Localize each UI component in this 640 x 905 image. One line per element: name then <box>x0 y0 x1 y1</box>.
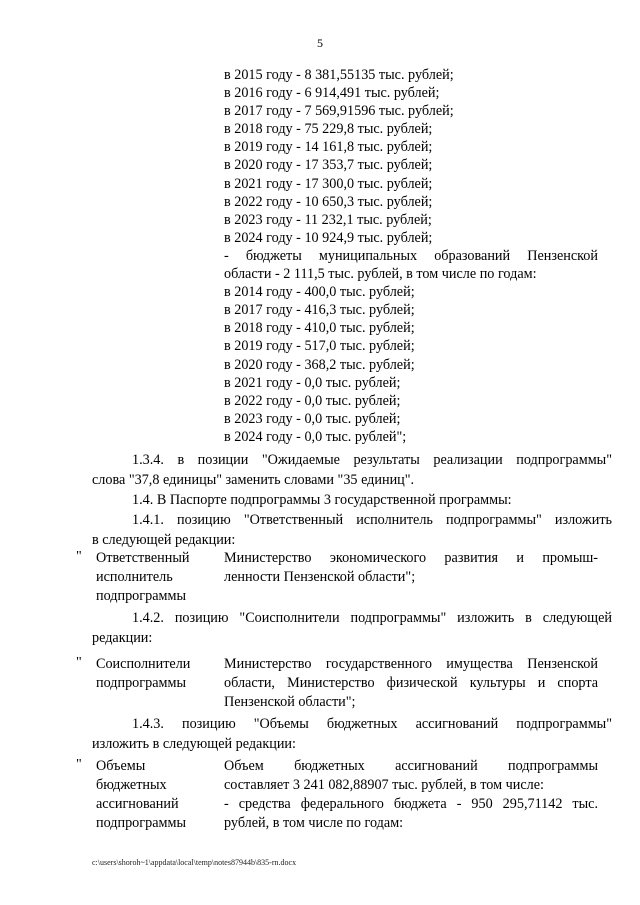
value-line: Министерство государственного имущества Пензенской <box>224 656 598 672</box>
label-line: Ответственный <box>96 550 190 566</box>
paragraph-1-4-3 <box>92 714 612 754</box>
value-line: составляет 3 241 082,88907 тыс. рублей, в том числе: <box>224 777 545 793</box>
label-line: бюджетных <box>96 777 167 793</box>
funding-line: в 2017 году - 7 569,91596 тыс. рублей; <box>224 103 454 120</box>
funding-line: в 2015 году - 8 381,55135 тыс. рублей; <box>224 67 454 83</box>
value-line: ленности Пензенской области"; <box>224 569 416 585</box>
page-number: 5 <box>317 36 323 50</box>
funding-line: в 2024 году - 0,0 тыс. рублей"; <box>224 428 407 445</box>
funding-line: в 2017 году - 416,3 тыс. рублей; <box>224 302 415 319</box>
funding-line: в 2018 году - 410,0 тыс. рублей; <box>224 320 415 337</box>
funding-line: в 2024 году - 10 924,9 тыс. рублей; <box>224 229 433 246</box>
row-value-budget-volumes <box>224 757 598 833</box>
label-line: исполнитель <box>96 569 173 585</box>
paragraph-line: 1.4.2. позицию "Соисполнители подпрограммы" изложить в следующей <box>132 610 612 626</box>
paragraph-line: 1.4. В Паспорте подпрограммы 3 государственной программы: <box>132 492 512 508</box>
funding-line: в 2020 году - 368,2 тыс. рублей; <box>224 356 415 373</box>
funding-line: в 2023 году - 11 232,1 тыс. рублей; <box>224 211 432 228</box>
funding-line: в 2016 году - 6 914,491 тыс. рублей; <box>224 85 440 102</box>
quote-mark: " <box>76 655 82 670</box>
paragraph-line: в следующей редакции: <box>92 532 236 548</box>
row-label-responsible-executor <box>96 549 216 606</box>
paragraph-1-4 <box>92 490 612 510</box>
paragraph-line: 1.3.4. в позиции "Ожидаемые результаты реализации подпрограммы" <box>132 452 612 468</box>
paragraph-line: слова "37,8 единицы" заменить словами "35 единиц". <box>92 472 415 488</box>
label-line: подпрограммы <box>96 815 186 831</box>
funding-line: в 2014 году - 400,0 тыс. рублей; <box>224 284 415 301</box>
label-line: Соисполнители <box>96 656 191 672</box>
label-line: подпрограммы <box>96 588 186 604</box>
value-line: области, Министерство физической культуры и спорта <box>224 675 598 691</box>
paragraph-line: редакции: <box>92 630 153 646</box>
funding-line: в 2022 году - 10 650,3 тыс. рублей; <box>224 193 433 210</box>
paragraph-line: 1.4.3. позицию "Объемы бюджетных ассигнований подпрограммы" <box>132 716 612 732</box>
label-line: подпрограммы <box>96 675 186 691</box>
value-line: - средства федерального бюджета - 950 295,71142 тыс. <box>224 796 598 812</box>
paragraph-1-4-2 <box>92 608 612 648</box>
label-line: Объемы <box>96 758 146 774</box>
funding-line: в 2018 году - 75 229,8 тыс. рублей; <box>224 121 433 138</box>
file-path-footer: c:\users\shoroh~1\appdata\local\temp\notes87944b\835-rn.docx <box>92 858 297 867</box>
row-value-responsible-executor <box>224 549 598 587</box>
funding-line: в 2019 году - 14 161,8 тыс. рублей; <box>224 139 433 156</box>
paragraph-line: 1.4.1. позицию "Ответственный исполнитель подпрограммы" изложить <box>132 512 612 528</box>
funding-line: в 2021 году - 17 300,0 тыс. рублей; <box>224 175 433 192</box>
funding-line: в 2020 году - 17 353,7 тыс. рублей; <box>224 157 433 174</box>
value-line: Объем бюджетных ассигнований подпрограммы <box>224 758 598 774</box>
funding-line: в 2019 году - 517,0 тыс. рублей; <box>224 338 415 355</box>
funding-line: - бюджеты муниципальных образований Пензенской <box>224 247 598 264</box>
value-line: рублей, в том числе по годам: <box>224 815 404 831</box>
row-label-co-executors <box>96 655 216 693</box>
label-line: ассигнований <box>96 796 179 812</box>
value-line: Пензенской области"; <box>224 694 356 710</box>
funding-line: в 2023 году - 0,0 тыс. рублей; <box>224 410 401 427</box>
funding-line: в 2022 году - 0,0 тыс. рублей; <box>224 392 401 409</box>
row-label-budget-volumes <box>96 757 216 833</box>
value-line: Министерство экономического развития и промыш- <box>224 550 598 566</box>
row-value-co-executors <box>224 655 598 712</box>
funding-line: в 2021 году - 0,0 тыс. рублей; <box>224 374 401 391</box>
funding-line: области - 2 111,5 тыс. рублей, в том числе по годам: <box>224 266 537 283</box>
paragraph-line: изложить в следующей редакции: <box>92 736 296 752</box>
quote-mark: " <box>76 757 82 772</box>
paragraph-1-4-1 <box>92 510 612 550</box>
paragraph-1-3-4 <box>92 450 612 490</box>
quote-mark: " <box>76 549 82 564</box>
funding-by-year-list <box>224 66 598 446</box>
